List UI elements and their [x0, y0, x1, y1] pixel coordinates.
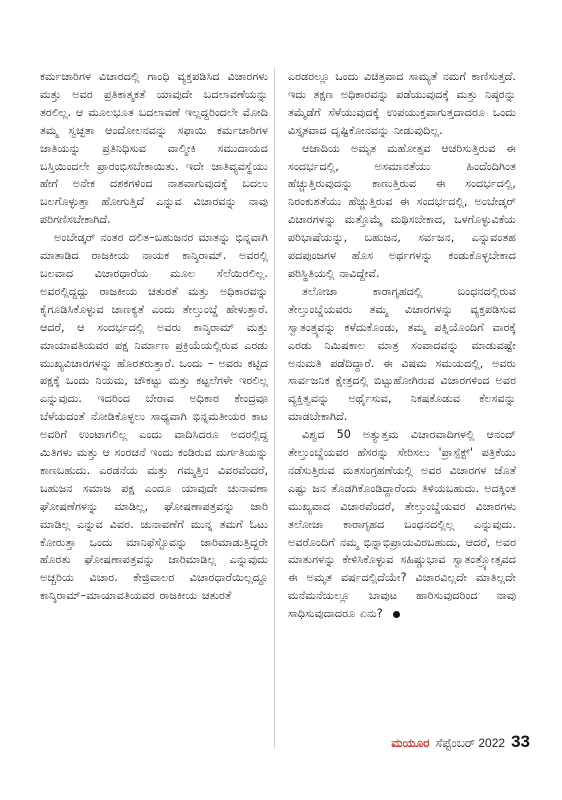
article-column-right	[288, 68, 516, 738]
article-paragraph-text: ವಿಶ್ವದ 50 ಅತ್ಯುತ್ತಮ ವಿಚಾರವಾದಿಗಳಲ್ಲಿ ಆನಂದ್ ತೇಲ್ತುಂಬ್ಡೆಯವರ ಹೆಸರನ್ನು ಸೇರಿಸಲು 'ಪ್ರಾಸ್ಪೆಕ್ಟ್' ಪತ್ರಿಕೆಯು ನಡೆಸುತ್ತಿರುವ ಮತಸಂಗ್ರಹಣೆಯಲ್ಲಿ ಅವರ ವಿಚಾರಗಳ ಜೊತೆ ಎಷ್ಟು ಜನ ತೊಡಗಿಕೊಂಡಿದ್ದಾರೆಂದು ತಿಳಿಯಬಹುದು. ಅದಕ್ಕಿಂತ ಮುಖ್ಯವಾದ ವಿಚಾರವೆಂದರೆ, ತೇಲ್ತುಂಬ್ಡೆಯವರ ವಿಚಾರಗಳು ತಲೋಜಾ ಕಾರಾಗೃಹದ ಬಂಧನದಲ್ಲಿಲ್ಲ ಎನ್ನುವುದು. ಅವರೊಂದಿಗೆ ನಮ್ಮ ಭಿನ್ನಾಭಿಪ್ರಾಯವಿರಬಹುದು, ಆದರೆ, ಅವರ ಮಾತುಗಳನ್ನು ಕೇಳಿಸಿಕೊಳ್ಳುವ ಸಹಿಷ್ಣುಭಾವ ಸ್ವಾತಂತ್ರ್ಯೋತ್ಸವದ ಈ ಅಮೃತ ವರ್ಷದಲ್ಲಿದೆಯೇ? ವಿಚಾರವಿಲ್ಲದೇ ಮಾತಿಲ್ಲದೇ ಮನೆಮನೆಯಲ್ಲೂ ಬಾವುಟ ಹಾರಿಸುವುದರಿಂದ ನಾವು ಸಾಧಿಸುವುದಾದರೂ ಏನು?	[288, 428, 516, 621]
article-paragraph-last	[288, 426, 516, 623]
article-paragraph: ತಲೋಜಾ ಕಾರಾಗೃಹದಲ್ಲಿ ಬಂಧನದಲ್ಲಿರುವ ತೇಲ್ತುಂಬ್ಡೆಯವರು ತಮ್ಮ ವಿಚಾರಗಳನ್ನು ವ್ಯಕ್ತಪಡಿಸುವ ಸ್ವಾತಂತ್ರ್ಯವನ್ನು ಕಳೆದುಕೊಂಡು, ತಮ್ಮ ಪತ್ನಿಯೊಂದಿಗೆ ವಾರಕ್ಕೆ ಎರಡು ನಿಮಿಷಕಾಲ ಮಾತ್ರ ಸಂವಾದವನ್ನು ಮಾಡುವಷ್ಟೇ ಅನುಮತಿ ಪಡೆದಿದ್ದಾರೆ. ಈ ವಿಷಮ ಸಮಯದಲ್ಲಿ, ಅವರು ಸಾರ್ವಜನಿಕ ಕ್ಷೇತ್ರದಲ್ಲಿ ಬಿಟ್ಟುಹೋಗಿರುವ ವಿಚಾರಗಳಿಂದ ಅವರ ವ್ಯಕ್ತಿತ್ವವನ್ನು ಅರ್ಥೈಸುವ, ನಿಕಷಕೊಡುವ ಕೆಲಸವನ್ನು ಮಾಡಬೇಕಾಗಿದೆ.	[288, 284, 516, 424]
page-number: 33	[511, 732, 530, 751]
article-column-left	[40, 68, 268, 738]
end-of-article-bullet-icon	[393, 611, 400, 618]
article-paragraph: ಅಂಬೇಡ್ಕರ್ ನಂತರ ದಲಿತ–ಬಹುಜನರ ಮಾತನ್ನು ಭಿನ್ನವಾಗಿ ಮಾತಾಡಿದ ರಾಜಕೀಯ ನಾಯಕ ಕಾನ್ಶಿರಾಮ್. ಅವರಲ್ಲಿ ಬಲವಾದ ವಿಚಾರಧಾರೆಯ ಮೂಲ ಸೆಲೆಯಿರಲಿಲ್ಲ. ಅವರಲ್ಲಿದ್ದದ್ದು ರಾಜಕೀಯ ಚತುರತೆ ಮತ್ತು ಅಧಿಕಾರವನ್ನು ಕೈಗೂಡಿಸಿಕೊಳ್ಳುವ ಚಾಣಕ್ಯತೆ ಎಂದು ತೇಲ್ತುಂಬ್ಡೆ ಹೇಳುತ್ತಾರೆ. ಆದರೆ, ಆ ಸಂದರ್ಭದಲ್ಲಿ ಅವರು ಕಾನ್ಶಿರಾಮ್ ಮತ್ತು ಮಾಯಾವತಿಯವರ ಪಕ್ಷ ನಿರ್ಮಾಣ ಪ್ರಕ್ರಿಯೆಯಲ್ಲಿರುವ ಎರಡು ಮುಖ್ಯವಿಚಾರಗಳನ್ನು ಹೊರತರುತ್ತಾರೆ. ಒಂದು – ಅವರು ಕಟ್ಟಿದ ಪಕ್ಷಕ್ಕೆ ಒಂದು ನಿಯಮ, ಚೌಕಟ್ಟು ಮತ್ತು ಕಟ್ಟಲೆಗಳೇ ಇರಲಿಲ್ಲ ಎನ್ನುವುದು. ಇದರಿಂದ ಬೇರಾವ ಅಧಿಕಾರ ಕೇಂದ್ರವೂ ಬೆಳೆಯದಂತೆ ನೋಡಿಕೊಳ್ಳಲು ಸಾಧ್ಯವಾಗಿ ಭಿನ್ನಮತೀಯರ ಕಾಟ ಅವರಿಗೆ ಉಂಟಾಗಲಿಲ್ಲ ಎಂದು ವಾದಿಸಿದರೂ ಅದರಲ್ಲಿದ್ದ ಮಿತಿಗಳು ಮತ್ತು ಆ ಸಂರಚನೆ ಇಂದು ಕಂಡಿರುವ ದುರ್ಗತಿಯನ್ನು ಕಾಣಬಹುದು. ಎರಡನೆಯ ಮತ್ತು ಗಮ್ಮತ್ತಿನ ವಿವರವೆಂದರೆ, ಬಹುಜನ ಸಮಾಜ ಪಕ್ಷ ಎಂದೂ ಯಾವುದೇ ಚುನಾವಣಾ ಘೋಷಣೆಗಳನ್ನು ಮಾಡಿಲ್ಲ, ಘೋಷಣಾಪತ್ರವನ್ನು ಜಾರಿ ಮಾಡಿಲ್ಲ ಎನ್ನುವ ವಿವರ. ಚುನಾವಣೆಗೆ ಮುನ್ನ ತಮಗೆ ಓಟು ಕೋರುತ್ತಾ ಒಂದು ಮಾನಿಫೆಸ್ಟೊವನ್ನು ಜಾರಿಮಾಡುತ್ತಿದ್ದರೇ ಹೊರತು ಘೋಷಣಾಪತ್ರವನ್ನು ಜಾರಿಮಾಡಿಲ್ಲ ಎನ್ನುವುದು ಅಚ್ಚರಿಯ ವಿಚಾರ. ಕೇಜ್ರಿವಾಲರ ವಿಚಾರಧಾರೆಯಿಲ್ಲದ್ದೂ ಕಾನ್ಶಿರಾಮ್–ಮಾಯಾವತಿಯವರ ರಾಜಕೀಯ ಚತುರತೆ	[40, 231, 268, 603]
article-paragraph: ಕರ್ಮಚಾರಿಗಳ ವಿಚಾರದಲ್ಲಿ ಗಾಂಧಿ ವ್ಯಕ್ತಪಡಿಸಿದ ವಿಚಾರಗಳು ಮತ್ತು ಅವರ ಪ್ರತಿಕಾತ್ಮಕತೆ ಯಾವುದೇ ಬದಲಾವಣೆಯನ್ನು ತರಲಿಲ್ಲ. ಆ ಮೂಲಭೂತ ಬದಲಾವಣೆ ಇಲ್ಲದ್ದರಿಂದಲೇ ಮೋದಿ ತಮ್ಮ ಸ್ವಚ್ಛತಾ ಆಂದೋಲನವನ್ನು ಸಫಾಯಿ ಕರ್ಮಚಾರಿಗಳ ಜಾತಿಯನ್ನು ಪ್ರತಿನಿಧಿಸುವ ವಾಲ್ಮೀಕಿ ಸಮುದಾಯದ ಬಸ್ತಿಯಿಂದಲೇ ಪ್ರಾರಂಭಿಸಬೇಕಾಯಿತು. ಇದೇ ಜಾತಿವ್ಯವಸ್ಥೆಯು ಹೇಗೆ ಅನೇಕ ದಶಕಗಳಿಂದ ನಾಶವಾಗುವುದಕ್ಕೆ ಬದಲು ಬಲಗೊಳ್ಳುತ್ತಾ ಹೋಗುತ್ತಿದೆ ಎನ್ನುವ ವಿಚಾರವನ್ನು ನಾವು ಪರಿಗಣಿಸಬೇಕಾಗಿದೆ.	[40, 70, 268, 227]
article-paragraph: ಆಜಾದಿಯ ಅಮೃತ ಮಹೋತ್ಸವ ಆಚರಿಸುತ್ತಿರುವ ಈ ಸಂದರ್ಭದಲ್ಲಿ, ಅಸಮಾನತೆಯು ಹಿಂದೆಂದಿಗಿಂತ ಹೆಚ್ಚುತ್ತಿರುವುದನ್ನು ಕಾಣುತ್ತಿರುವ ಈ ಸಂದರ್ಭದಲ್ಲಿ, ನಿರಂಕುಶತೆಯು ಹೆಚ್ಚುತ್ತಿರುವ ಈ ಸಂದರ್ಭದಲ್ಲಿ, ಅಂಬೇಡ್ಕರ್ ವಿಚಾರಗಳನ್ನು ಮತ್ತೊಮ್ಮೆ ಮಥಿಸಬೇಕಾದ, ಒಳಗೊಳ್ಳುವಿಕೆಯ ಪರಿಭಾಷೆಯನ್ನು, ಬಹುಜನ, ಸರ್ವಜನ, ಎನ್ನುವಂತಹ ಪದಪುಂಜಗಳ ಹೊಸ ಅರ್ಥಗಳನ್ನು ಕಂಡುಕೊಳ್ಳಬೇಕಾದ ಪರಿಸ್ಥಿತಿಯಲ್ಲಿ ನಾವಿದ್ದೇವೆ.	[288, 141, 516, 280]
column-divider	[274, 68, 275, 748]
article-paragraph: ಎರಡರಲ್ಲೂ ಒಂದು ವಿಚಿತ್ರವಾದ ಸಾಮ್ಯತೆ ನಮಗೆ ಕಾಣಿಸುತ್ತದೆ. ಇದು ತಕ್ಷಣ ಅಧಿಕಾರವನ್ನು ಪಡೆಯುವುದಕ್ಕೆ ಮತ್ತು ನಿಷ್ಠರನ್ನು ತಮ್ಮೆಡೆಗೆ ಸೆಳೆಯುವುದಕ್ಕೆ ಉಪಯುಕ್ತವಾಗುತ್ತದಾದರೂ ಒಂದು ವಿಸ್ತೃತವಾದ ದೃಷ್ಟಿಕೋನವನ್ನು ನೀಡುವುದಿಲ್ಲ.	[288, 70, 516, 137]
issue-month: ಸೆಪ್ಟೆಂಬರ್ 2022	[435, 736, 506, 750]
page-footer	[391, 732, 530, 756]
magazine-brand: ಮಯೂರ	[391, 736, 430, 750]
